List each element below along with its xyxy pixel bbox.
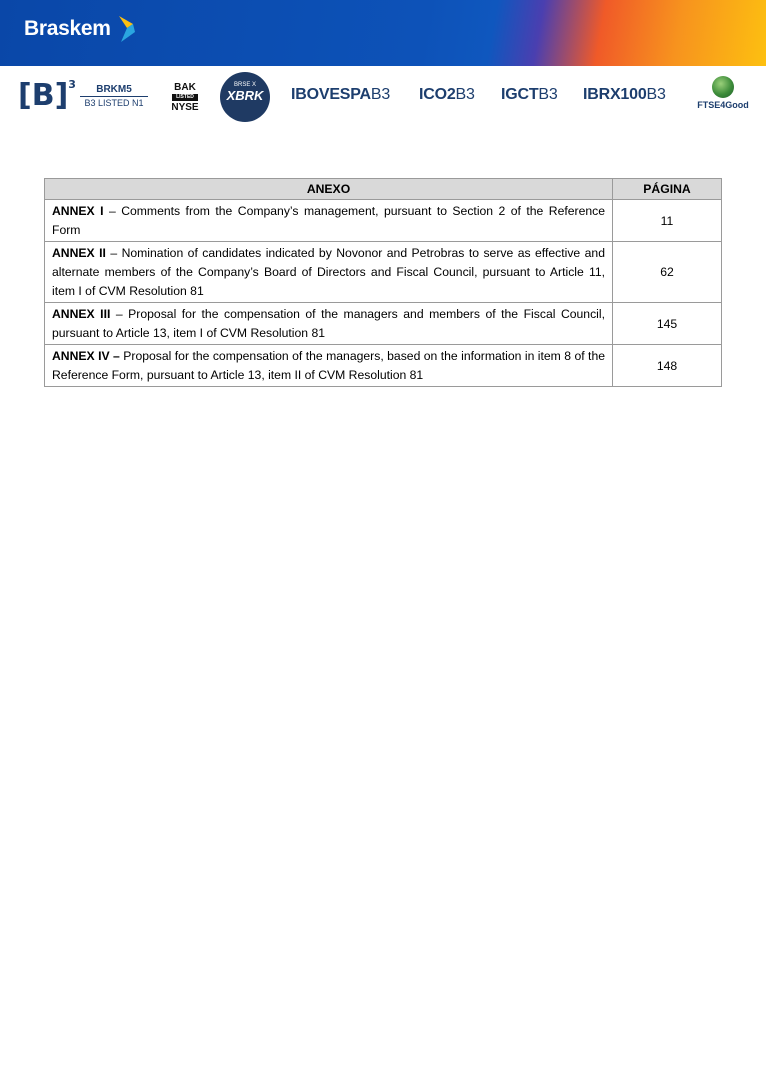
table-row: [45, 200, 722, 242]
annex-label: ANNEX III: [52, 307, 111, 321]
braskem-logo: [24, 14, 137, 44]
annex-label: ANNEX IV –: [52, 349, 120, 363]
annex-page: 62: [613, 242, 722, 303]
brand-name: Braskem: [24, 17, 111, 40]
header-pagina: PÁGINA: [613, 179, 722, 200]
globe-icon: [712, 76, 734, 98]
nyse-bak-logo: BAK LISTED NYSE: [171, 82, 199, 113]
annex-description: ANNEX I – Comments from the Company’s management, pursuant to Section 2 of the Reference Form: [45, 200, 613, 242]
table-row: [45, 242, 722, 303]
header-banner: [0, 0, 766, 66]
listing-logos: [0, 68, 766, 122]
xbrk-badge: BRSE X XBRK: [220, 72, 270, 122]
header-anexo: ANEXO: [45, 179, 613, 200]
ibovespa-logo: IBOVESPAB3: [291, 86, 391, 103]
annex-page: 145: [613, 303, 722, 345]
table-row: [45, 303, 722, 345]
brkm5-logo: BRKM5 B3 LISTED N1: [80, 84, 148, 109]
table-row: [45, 345, 722, 387]
annex-description: ANNEX III – Proposal for the compensation of the managers and members of the Fiscal Council, pursuant to Article 13, item I of CVM Resolution 81: [45, 303, 613, 345]
annex-label: ANNEX I: [52, 204, 104, 218]
annex-table: [44, 178, 722, 387]
ibrx100-logo: IBRX100B3: [583, 86, 666, 103]
braskem-mark-icon: [117, 14, 137, 44]
annex-label: ANNEX II: [52, 246, 106, 260]
b3-logo: $[B]^3$: [18, 78, 76, 113]
annex-page: 148: [613, 345, 722, 387]
annex-page: 11: [613, 200, 722, 242]
igct-logo: IGCTB3: [501, 86, 558, 103]
table-header-row: [45, 179, 722, 200]
annex-description: ANNEX II – Nomination of candidates indicated by Novonor and Petrobras to serve as effective and alternate members of the Company’s Board of Directors and Fiscal Council, pursuant to Article 11, item I of CVM Resolution 81: [45, 242, 613, 303]
ftse4good-logo: FTSE4Good: [693, 76, 753, 110]
annex-description: ANNEX IV – Proposal for the compensation of the managers, based on the information in item 8 of the Reference Form, pursuant to Article 13, item II of CVM Resolution 81: [45, 345, 613, 387]
ico2-logo: ICO2B3: [419, 86, 475, 103]
